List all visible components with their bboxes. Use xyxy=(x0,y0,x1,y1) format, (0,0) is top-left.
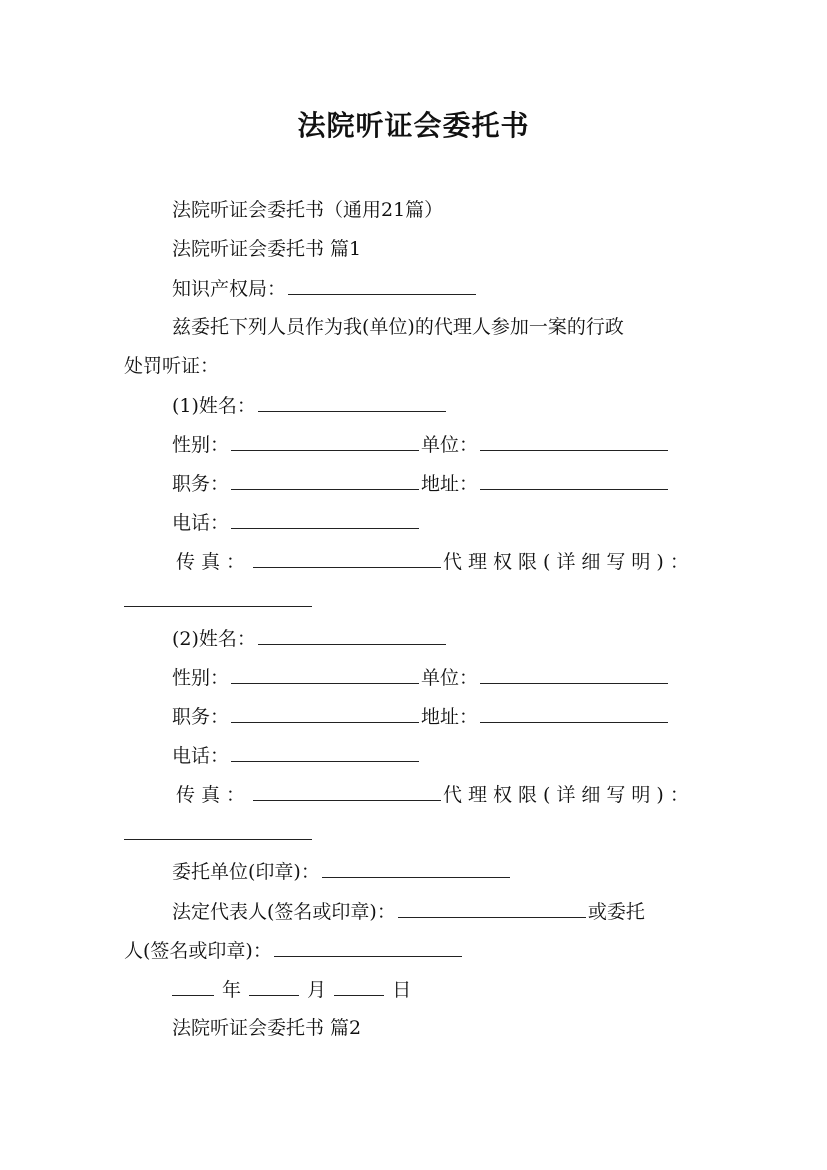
p1-position-blank[interactable] xyxy=(231,471,419,490)
p1-unit-label: 单位： xyxy=(421,434,479,456)
entrust-unit-blank[interactable] xyxy=(322,859,510,878)
legal-rep-row xyxy=(172,899,645,924)
intro-text-line1: 兹委托下列人员作为我(单位)的代理人参加一案的行政 xyxy=(172,316,624,338)
intro-text-line2: 处罚听证： xyxy=(124,355,220,377)
year-blank[interactable] xyxy=(172,977,214,996)
p1-name-label: (1)姓名： xyxy=(172,395,256,417)
p1-fax-row xyxy=(176,549,695,574)
p1-position-label: 职务： xyxy=(172,473,230,495)
p1-phone-label: 电话： xyxy=(172,512,230,534)
p2-unit-label: 单位： xyxy=(421,667,479,689)
p1-gender-unit-row xyxy=(172,432,670,457)
p1-fax-blank[interactable] xyxy=(253,549,441,568)
p2-name-blank[interactable] xyxy=(258,626,446,645)
p2-position-blank[interactable] xyxy=(231,704,419,723)
year-label: 年 xyxy=(222,979,242,1001)
day-label: 日 xyxy=(392,979,412,1001)
section-heading-1: 法院听证会委托书 篇1 xyxy=(172,238,362,260)
p2-phone-label: 电话： xyxy=(172,745,230,767)
entrustor-label: 人(签名或印章)： xyxy=(124,940,272,962)
p2-gender-label: 性别： xyxy=(172,667,230,689)
section-heading-2: 法院听证会委托书 篇2 xyxy=(172,1017,362,1039)
p1-name-row xyxy=(172,393,448,418)
p1-gender-blank[interactable] xyxy=(231,432,419,451)
p2-fax-row xyxy=(176,782,695,807)
p2-position-address-row xyxy=(172,704,670,729)
p1-gender-label: 性别： xyxy=(172,434,230,456)
p2-address-blank[interactable] xyxy=(480,704,668,723)
entrust-unit-label: 委托单位(印章)： xyxy=(172,861,320,883)
p1-authority-blank[interactable] xyxy=(124,588,312,607)
p2-position-label: 职务： xyxy=(172,706,230,728)
month-blank[interactable] xyxy=(249,977,299,996)
p1-phone-blank[interactable] xyxy=(231,510,419,529)
p2-phone-blank[interactable] xyxy=(231,743,419,762)
p2-authority-blank[interactable] xyxy=(124,821,312,840)
p2-unit-blank[interactable] xyxy=(480,665,668,684)
document-subtitle: 法院听证会委托书（通用21篇） xyxy=(172,199,444,221)
p2-fax-blank[interactable] xyxy=(253,782,441,801)
legal-rep-blank[interactable] xyxy=(398,899,586,918)
document-title: 法院听证会委托书 xyxy=(297,109,530,142)
p1-position-address-row xyxy=(172,471,670,496)
p1-authority-row xyxy=(122,588,314,613)
p1-fax-label: 传真： xyxy=(176,551,252,573)
entrust-unit-row xyxy=(172,859,512,884)
p2-gender-blank[interactable] xyxy=(231,665,419,684)
entrustor-blank[interactable] xyxy=(274,938,462,957)
day-blank[interactable] xyxy=(334,977,384,996)
recipient-blank[interactable] xyxy=(288,276,476,295)
p1-address-label: 地址： xyxy=(421,473,479,495)
p2-gender-unit-row xyxy=(172,665,670,690)
p2-address-label: 地址： xyxy=(421,706,479,728)
p1-address-blank[interactable] xyxy=(480,471,668,490)
p2-name-row xyxy=(172,626,448,651)
p2-authority-row xyxy=(122,821,314,846)
p2-authority-label: 代理权限(详细写明)： xyxy=(443,784,695,806)
recipient-label: 知识产权局： xyxy=(172,278,287,300)
p1-phone-row xyxy=(172,510,421,535)
or-entrust-text: 或委托 xyxy=(587,901,645,923)
p2-fax-label: 传真： xyxy=(176,784,252,806)
p1-unit-blank[interactable] xyxy=(480,432,668,451)
entrustor-row xyxy=(124,938,464,963)
month-label: 月 xyxy=(307,979,327,1001)
p1-name-blank[interactable] xyxy=(258,393,446,412)
p2-name-label: (2)姓名： xyxy=(172,628,256,650)
date-row xyxy=(170,977,411,1002)
p1-authority-label: 代理权限(详细写明)： xyxy=(443,551,695,573)
p2-phone-row xyxy=(172,743,421,768)
recipient-row xyxy=(172,276,478,301)
legal-rep-label: 法定代表人(签名或印章)： xyxy=(172,901,396,923)
